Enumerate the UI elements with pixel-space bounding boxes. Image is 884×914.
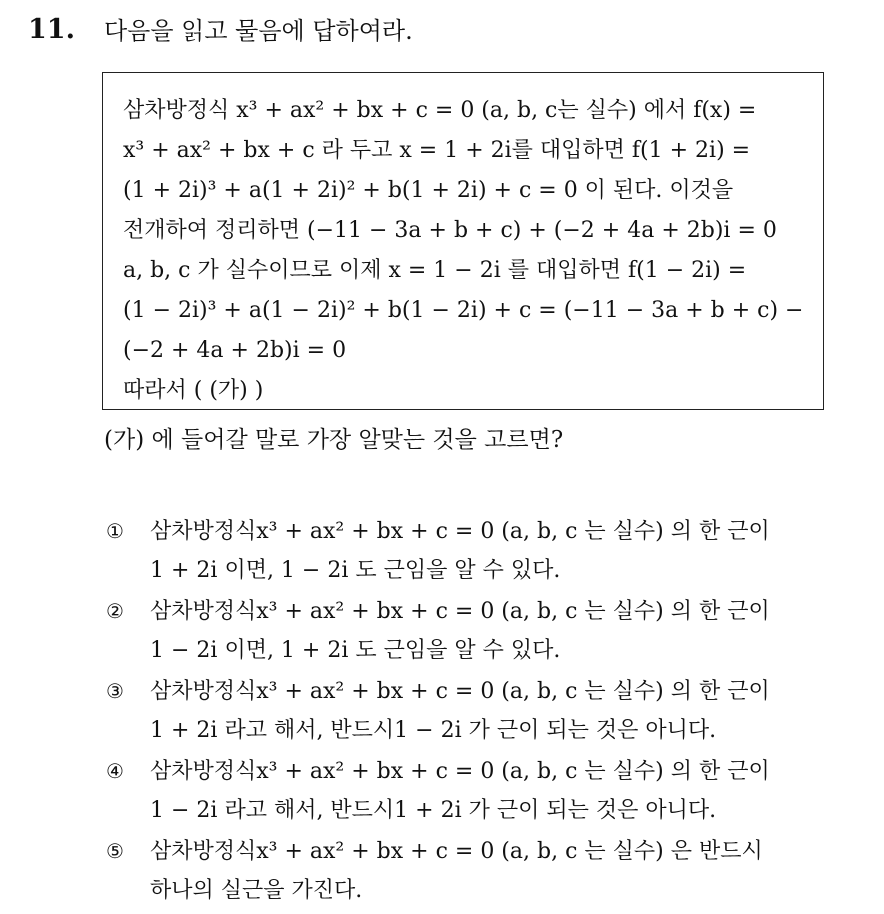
box-line: 삼차방정식 x³ + ax² + bx + c = 0 (a, b, c는 실수) 에서 f(x) = — [123, 98, 757, 123]
question-number: 11. — [28, 14, 75, 45]
answer-options — [106, 512, 866, 912]
box-line: x³ + ax² + bx + c 라 두고 x = 1 + 2i를 대입하면 f(1 + 2i) = — [123, 138, 751, 163]
box-line: a, b, c 가 실수이므로 이제 x = 1 − 2i 를 대입하면 f(1 − 2i) = — [123, 258, 747, 283]
option-marker: ③ — [106, 679, 124, 703]
box-line: (−2 + 4a + 2b)i = 0 — [123, 338, 347, 363]
option-text-cont: 1 + 2i 라고 해서, 반드시1 − 2i 가 근이 되는 것은 아니다. — [150, 718, 717, 743]
option-text: 삼차방정식x³ + ax² + bx + c = 0 (a, b, c 는 실수) 은 반드시 — [150, 839, 763, 864]
option-3[interactable] — [106, 672, 866, 750]
option-marker: ⑤ — [106, 839, 124, 863]
option-marker: ① — [106, 519, 124, 543]
option-marker: ④ — [106, 759, 124, 783]
option-1[interactable] — [106, 512, 866, 590]
box-line: (1 − 2i)³ + a(1 − 2i)² + b(1 − 2i) + c = (−11 − 3a + b + c) − — [123, 298, 804, 323]
option-marker: ② — [106, 599, 124, 623]
option-text: 삼차방정식x³ + ax² + bx + c = 0 (a, b, c 는 실수) 의 한 근이 — [150, 759, 770, 784]
option-text-cont: 1 − 2i 이면, 1 + 2i 도 근임을 알 수 있다. — [150, 638, 561, 663]
option-2[interactable] — [106, 592, 866, 670]
option-text: 삼차방정식x³ + ax² + bx + c = 0 (a, b, c 는 실수) 의 한 근이 — [150, 519, 770, 544]
sub-question: (가) 에 들어갈 말로 가장 알맞는 것을 고르면? — [104, 427, 564, 453]
explanation-box — [102, 72, 824, 410]
box-line: (1 + 2i)³ + a(1 + 2i)² + b(1 + 2i) + c = 0 이 된다. 이것을 — [123, 178, 734, 203]
option-text-cont: 1 − 2i 라고 해서, 반드시1 + 2i 가 근이 되는 것은 아니다. — [150, 798, 717, 823]
option-text: 삼차방정식x³ + ax² + bx + c = 0 (a, b, c 는 실수) 의 한 근이 — [150, 599, 770, 624]
option-5[interactable] — [106, 832, 866, 910]
option-text: 삼차방정식x³ + ax² + bx + c = 0 (a, b, c 는 실수) 의 한 근이 — [150, 679, 770, 704]
option-text-cont: 하나의 실근을 가진다. — [150, 878, 363, 903]
box-line: 전개하여 정리하면 (−11 − 3a + b + c) + (−2 + 4a + 2b)i = 0 — [123, 218, 777, 243]
box-line-blank: 따라서 ( (가) ) — [123, 378, 264, 403]
option-text-cont: 1 + 2i 이면, 1 − 2i 도 근임을 알 수 있다. — [150, 558, 561, 583]
question-prompt: 다음을 읽고 물음에 답하여라. — [104, 17, 413, 45]
option-4[interactable] — [106, 752, 866, 830]
